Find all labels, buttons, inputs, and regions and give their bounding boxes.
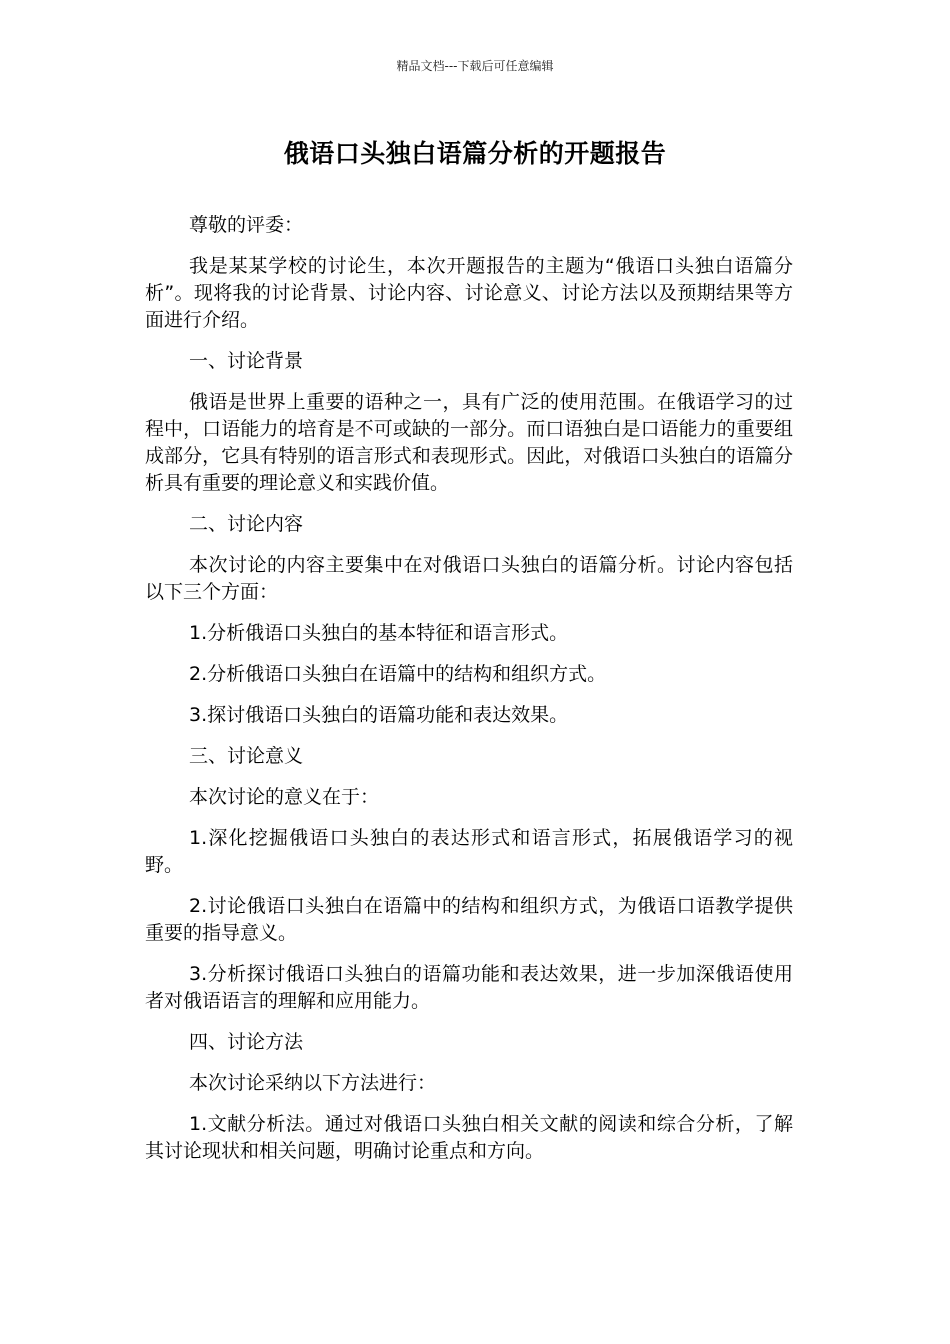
section-heading-significance: 三、讨论意义 bbox=[189, 745, 304, 767]
background-paragraph: 俄语是世界上重要的语种之一，具有广泛的使用范围。在俄语学习的过程中，口语能力的培育是不可或缺的一部分。而口语独白是口语能力的重要组成部分，它具有特别的语言形式和表现形式。因此，对俄语口头独白的语篇分析具有重要的理论意义和实践价值。 bbox=[145, 391, 793, 494]
header-note: 精品文档---下载后可任意编辑 bbox=[396, 59, 554, 73]
salutation: 尊敬的评委： bbox=[189, 214, 304, 236]
content-paragraph: 本次讨论的内容主要集中在对俄语口头独白的语篇分析。讨论内容包括以下三个方面： bbox=[145, 554, 793, 603]
content-item-2: 2.分析俄语口头独白在语篇中的结构和组织方式。 bbox=[189, 663, 607, 685]
section-heading-methods: 四、讨论方法 bbox=[189, 1031, 304, 1053]
significance-item-3: 3.分析探讨俄语口头独白的语篇功能和表达效果，进一步加深俄语使用者对俄语语言的理解和应用能力。 bbox=[145, 963, 793, 1012]
section-heading-background: 一、讨论背景 bbox=[189, 350, 304, 372]
content-item-3: 3.探讨俄语口头独白的语篇功能和表达效果。 bbox=[189, 704, 569, 726]
intro-paragraph: 我是某某学校的讨论生，本次开题报告的主题为“俄语口头独白语篇分析”。现将我的讨论背景、讨论内容、讨论意义、讨论方法以及预期结果等方面进行介绍。 bbox=[145, 255, 793, 331]
methods-paragraph: 本次讨论采纳以下方法进行： bbox=[189, 1072, 437, 1094]
methods-item-1: 1.文献分析法。通过对俄语口头独白相关文献的阅读和综合分析，了解其讨论现状和相关问题，明确讨论重点和方向。 bbox=[145, 1113, 793, 1162]
significance-item-1: 1.深化挖掘俄语口头独白的表达形式和语言形式，拓展俄语学习的视野。 bbox=[145, 827, 793, 876]
content-item-1: 1.分析俄语口头独白的基本特征和语言形式。 bbox=[189, 622, 569, 644]
document-title: 俄语口头独白语篇分析的开题报告 bbox=[283, 139, 667, 168]
significance-item-2: 2.讨论俄语口头独白在语篇中的结构和组织方式，为俄语口语教学提供重要的指导意义。 bbox=[145, 895, 793, 944]
significance-paragraph: 本次讨论的意义在于： bbox=[189, 786, 380, 808]
section-heading-content: 二、讨论内容 bbox=[189, 513, 304, 535]
document-body bbox=[145, 212, 793, 1179]
